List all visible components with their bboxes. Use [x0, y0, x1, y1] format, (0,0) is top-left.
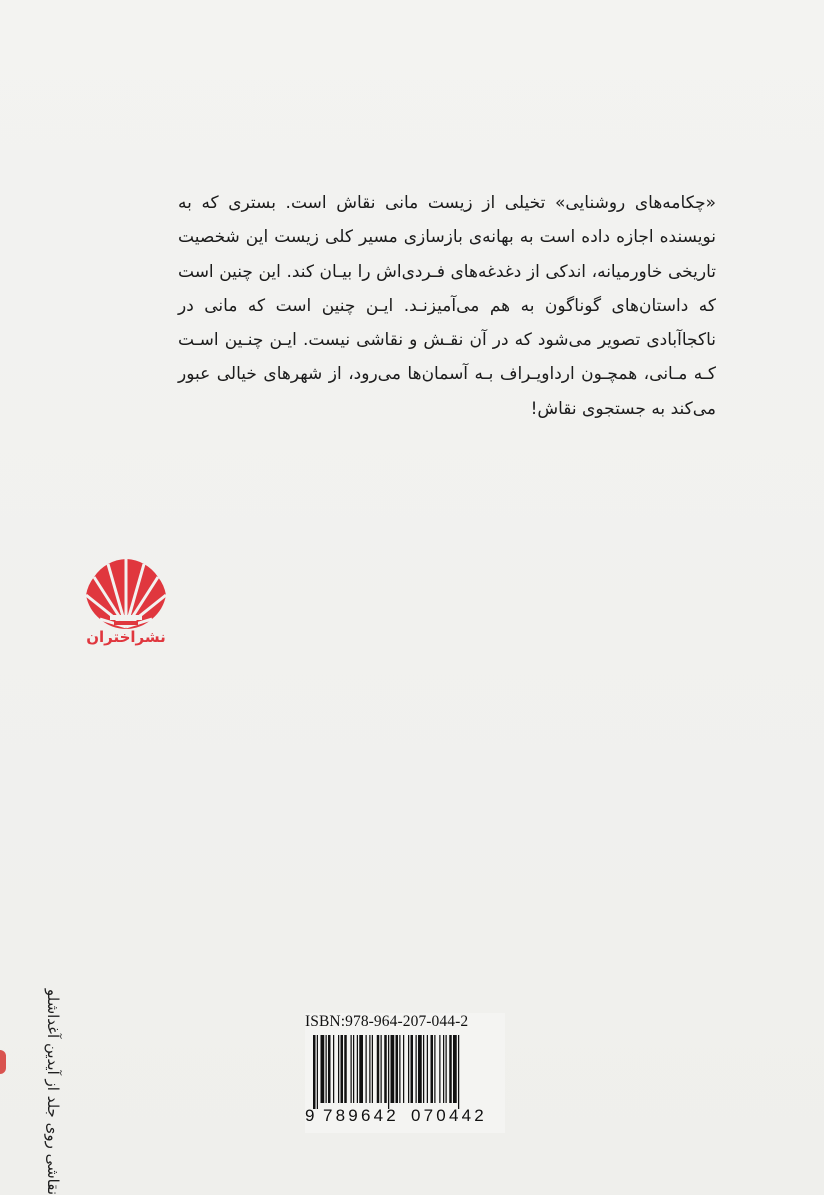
barcode-bar	[321, 1035, 325, 1103]
barcode-bar	[351, 1035, 352, 1103]
barcode-bar	[317, 1035, 318, 1109]
cover-credit-container	[40, 945, 68, 1195]
barcode-bar	[439, 1035, 440, 1103]
barcode-first-digit: 9	[305, 1106, 315, 1125]
barcode-bar	[399, 1035, 400, 1103]
barcode-bar	[453, 1035, 457, 1103]
barcode-bar	[344, 1035, 347, 1103]
barcode-bar	[313, 1035, 316, 1109]
barcode-bar	[411, 1035, 414, 1103]
barcode-bar	[372, 1035, 373, 1103]
isbn-block	[305, 1013, 505, 1133]
barcode-bar	[396, 1035, 399, 1103]
isbn-label: ISBN:978-964-207-044-2	[305, 1013, 469, 1030]
barcode-bar	[403, 1035, 404, 1103]
barcode-bar	[381, 1035, 382, 1103]
barcode-digits	[305, 1106, 505, 1130]
edge-mark	[0, 1050, 6, 1074]
blurb-text: «چکامه‌های روشنایی» تخیلی از زیست مانی نقاش است. بستری که به نویسنده اجازه داده است به بهانه‌ی بازسازی مسیر کلی زیست این شخصیت تاریخی خاورمیانه، اندکی از دغدغه‌های فـردی‌اش را بیـان کند. این چنین است که داستان‌های گوناگون به هم می‌آمیزنـد. ایـن چنین است که مانی در ناکجاآبادی تصویر می‌شود که در آن نقـش و نقاشی نیست. ایـن چنـین اسـت کـه مـانی، همچـون ارداویـراف بـه آسمان‌ها می‌رود، از شهرهای خیالی عبور می‌کند به جستجوی نقاش!	[178, 193, 716, 419]
barcode-bar	[446, 1035, 447, 1103]
barcode-bar	[431, 1035, 434, 1103]
barcode-bar	[408, 1035, 409, 1103]
barcode-bar	[359, 1035, 363, 1103]
barcode-bar	[418, 1035, 422, 1103]
barcode-bar	[326, 1035, 327, 1103]
barcode-bar	[333, 1035, 334, 1103]
barcode-bar	[388, 1035, 389, 1109]
barcode-bar	[341, 1035, 344, 1103]
barcode-bar	[328, 1035, 331, 1103]
barcode-bar	[434, 1035, 435, 1103]
barcode-bar	[443, 1035, 444, 1103]
barcode-bar	[391, 1035, 395, 1103]
barcode-bar	[449, 1035, 452, 1103]
barcode-bar	[357, 1035, 358, 1103]
barcode-bar	[427, 1035, 428, 1103]
barcode-right-group: 070442	[411, 1106, 487, 1125]
barcode-icon	[307, 1035, 503, 1109]
publisher-name: نشراختران	[86, 628, 166, 646]
barcode-bar	[458, 1035, 459, 1109]
barcode-bar	[369, 1035, 370, 1103]
barcode-bar	[377, 1035, 380, 1103]
cover-credit: نقاشی روی جلد از آیدین آغداشلو	[44, 988, 62, 1195]
barcode-left-group: 789642	[323, 1106, 399, 1125]
barcode-bar	[338, 1035, 339, 1103]
barcode-bar	[423, 1035, 424, 1103]
barcode-bar	[366, 1035, 367, 1103]
barcode-bar	[416, 1035, 417, 1103]
barcode-bar	[353, 1035, 354, 1103]
barcode-bar	[384, 1035, 387, 1103]
